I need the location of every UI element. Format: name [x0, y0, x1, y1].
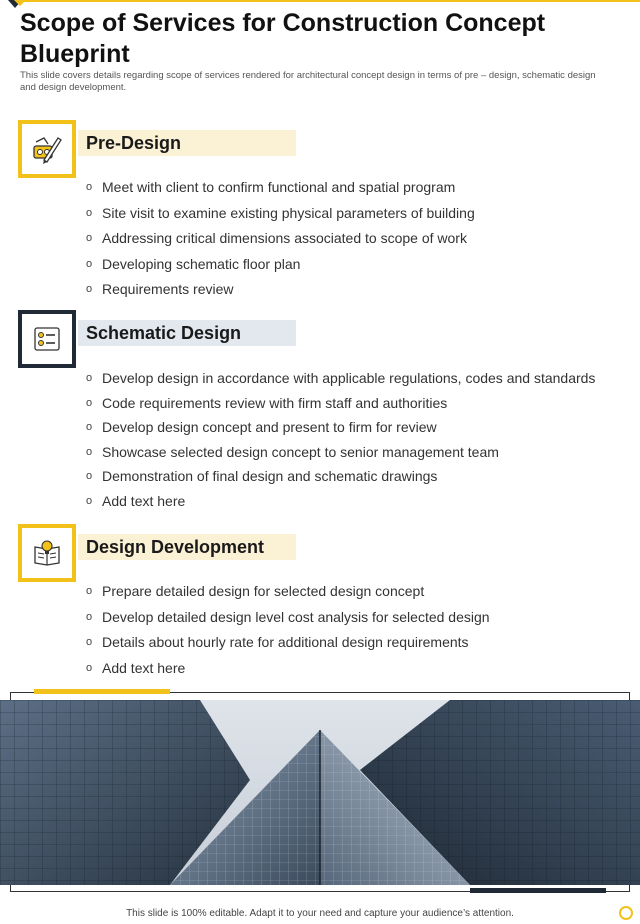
bullet-icon: o	[86, 585, 93, 597]
section-heading: Pre-Design	[86, 133, 182, 153]
list-item	[86, 632, 490, 658]
footer-note: This slide is 100% editable. Adapt it to your need and capture your audience’s attention.	[126, 908, 514, 919]
list-item-text: Develop detailed design level cost analysis for selected design	[102, 608, 490, 625]
list-item-text: Add text here	[102, 659, 186, 676]
list-item	[86, 228, 475, 254]
list-item-text: Code requirements review with firm staff and authorities	[102, 394, 448, 411]
checklist-icon	[18, 310, 76, 368]
list-item-text: Requirements review	[102, 281, 234, 297]
photo-accent-dark	[470, 888, 606, 893]
list-item	[86, 177, 475, 203]
list-item	[86, 442, 595, 467]
list-item-text: Develop design concept and present to firm for review	[102, 419, 437, 435]
list-item-text: Add text here	[102, 492, 186, 509]
list-item	[86, 581, 490, 607]
list-item-text: Addressing critical dimensions associated to scope of work	[102, 230, 467, 246]
bullet-icon: o	[86, 206, 93, 219]
list-item-text: Demonstration of final design and schematic drawings	[102, 468, 438, 484]
bullet-icon: o	[86, 396, 93, 409]
top-notch-accent	[14, 0, 26, 6]
bullet-icon: o	[86, 232, 93, 244]
section-heading: Design Development	[86, 537, 265, 557]
bullet-icon: o	[86, 494, 93, 507]
bullet-icon: o	[86, 181, 93, 193]
list-item	[86, 203, 475, 229]
bullet-icon: o	[86, 257, 93, 270]
list-item	[86, 491, 595, 516]
bullet-list	[86, 177, 475, 305]
list-item	[86, 368, 595, 393]
photo-accent-yellow	[34, 689, 170, 694]
list-item	[86, 658, 490, 684]
section-heading: Schematic Design	[86, 323, 242, 343]
page-subtitle: This slide covers details regarding scope of services rendered for architectural concept design in terms of pre – design, schematic design and design development.	[20, 70, 596, 93]
list-item	[86, 417, 595, 442]
bullet-icon: o	[86, 636, 93, 648]
list-item-text: Meet with client to confirm functional and spatial program	[102, 179, 456, 195]
idea-book-icon	[18, 524, 76, 582]
list-item-text: Develop design in accordance with applicable regulations, codes and standards	[102, 370, 596, 386]
list-item	[86, 466, 595, 491]
list-item	[86, 393, 595, 418]
bullet-icon: o	[86, 470, 93, 482]
page-title: Scope of Services for Construction Concept Blueprint	[20, 9, 546, 68]
list-item-text: Developing schematic floor plan	[102, 255, 301, 272]
circle-decoration-icon	[619, 906, 633, 920]
list-item-text: Site visit to examine existing physical parameters of building	[102, 204, 475, 221]
bullet-list	[86, 581, 490, 683]
bullet-icon: o	[86, 610, 93, 623]
bullet-icon: o	[86, 283, 93, 295]
list-item-text: Prepare detailed design for selected design concept	[102, 583, 425, 599]
list-item-text: Details about hourly rate for additional design requirements	[102, 634, 469, 650]
top-accent-line	[20, 0, 640, 2]
bullet-icon: o	[86, 421, 93, 433]
list-item	[86, 254, 475, 280]
list-item	[86, 607, 490, 633]
bullet-list	[86, 368, 595, 515]
list-item	[86, 279, 475, 305]
bullet-icon: o	[86, 372, 93, 384]
bullet-icon: o	[86, 661, 93, 674]
list-item-text: Showcase selected design concept to senior management team	[102, 443, 499, 460]
pencil-tools-icon	[18, 120, 76, 178]
building-photo	[0, 700, 640, 885]
bullet-icon: o	[86, 445, 93, 458]
